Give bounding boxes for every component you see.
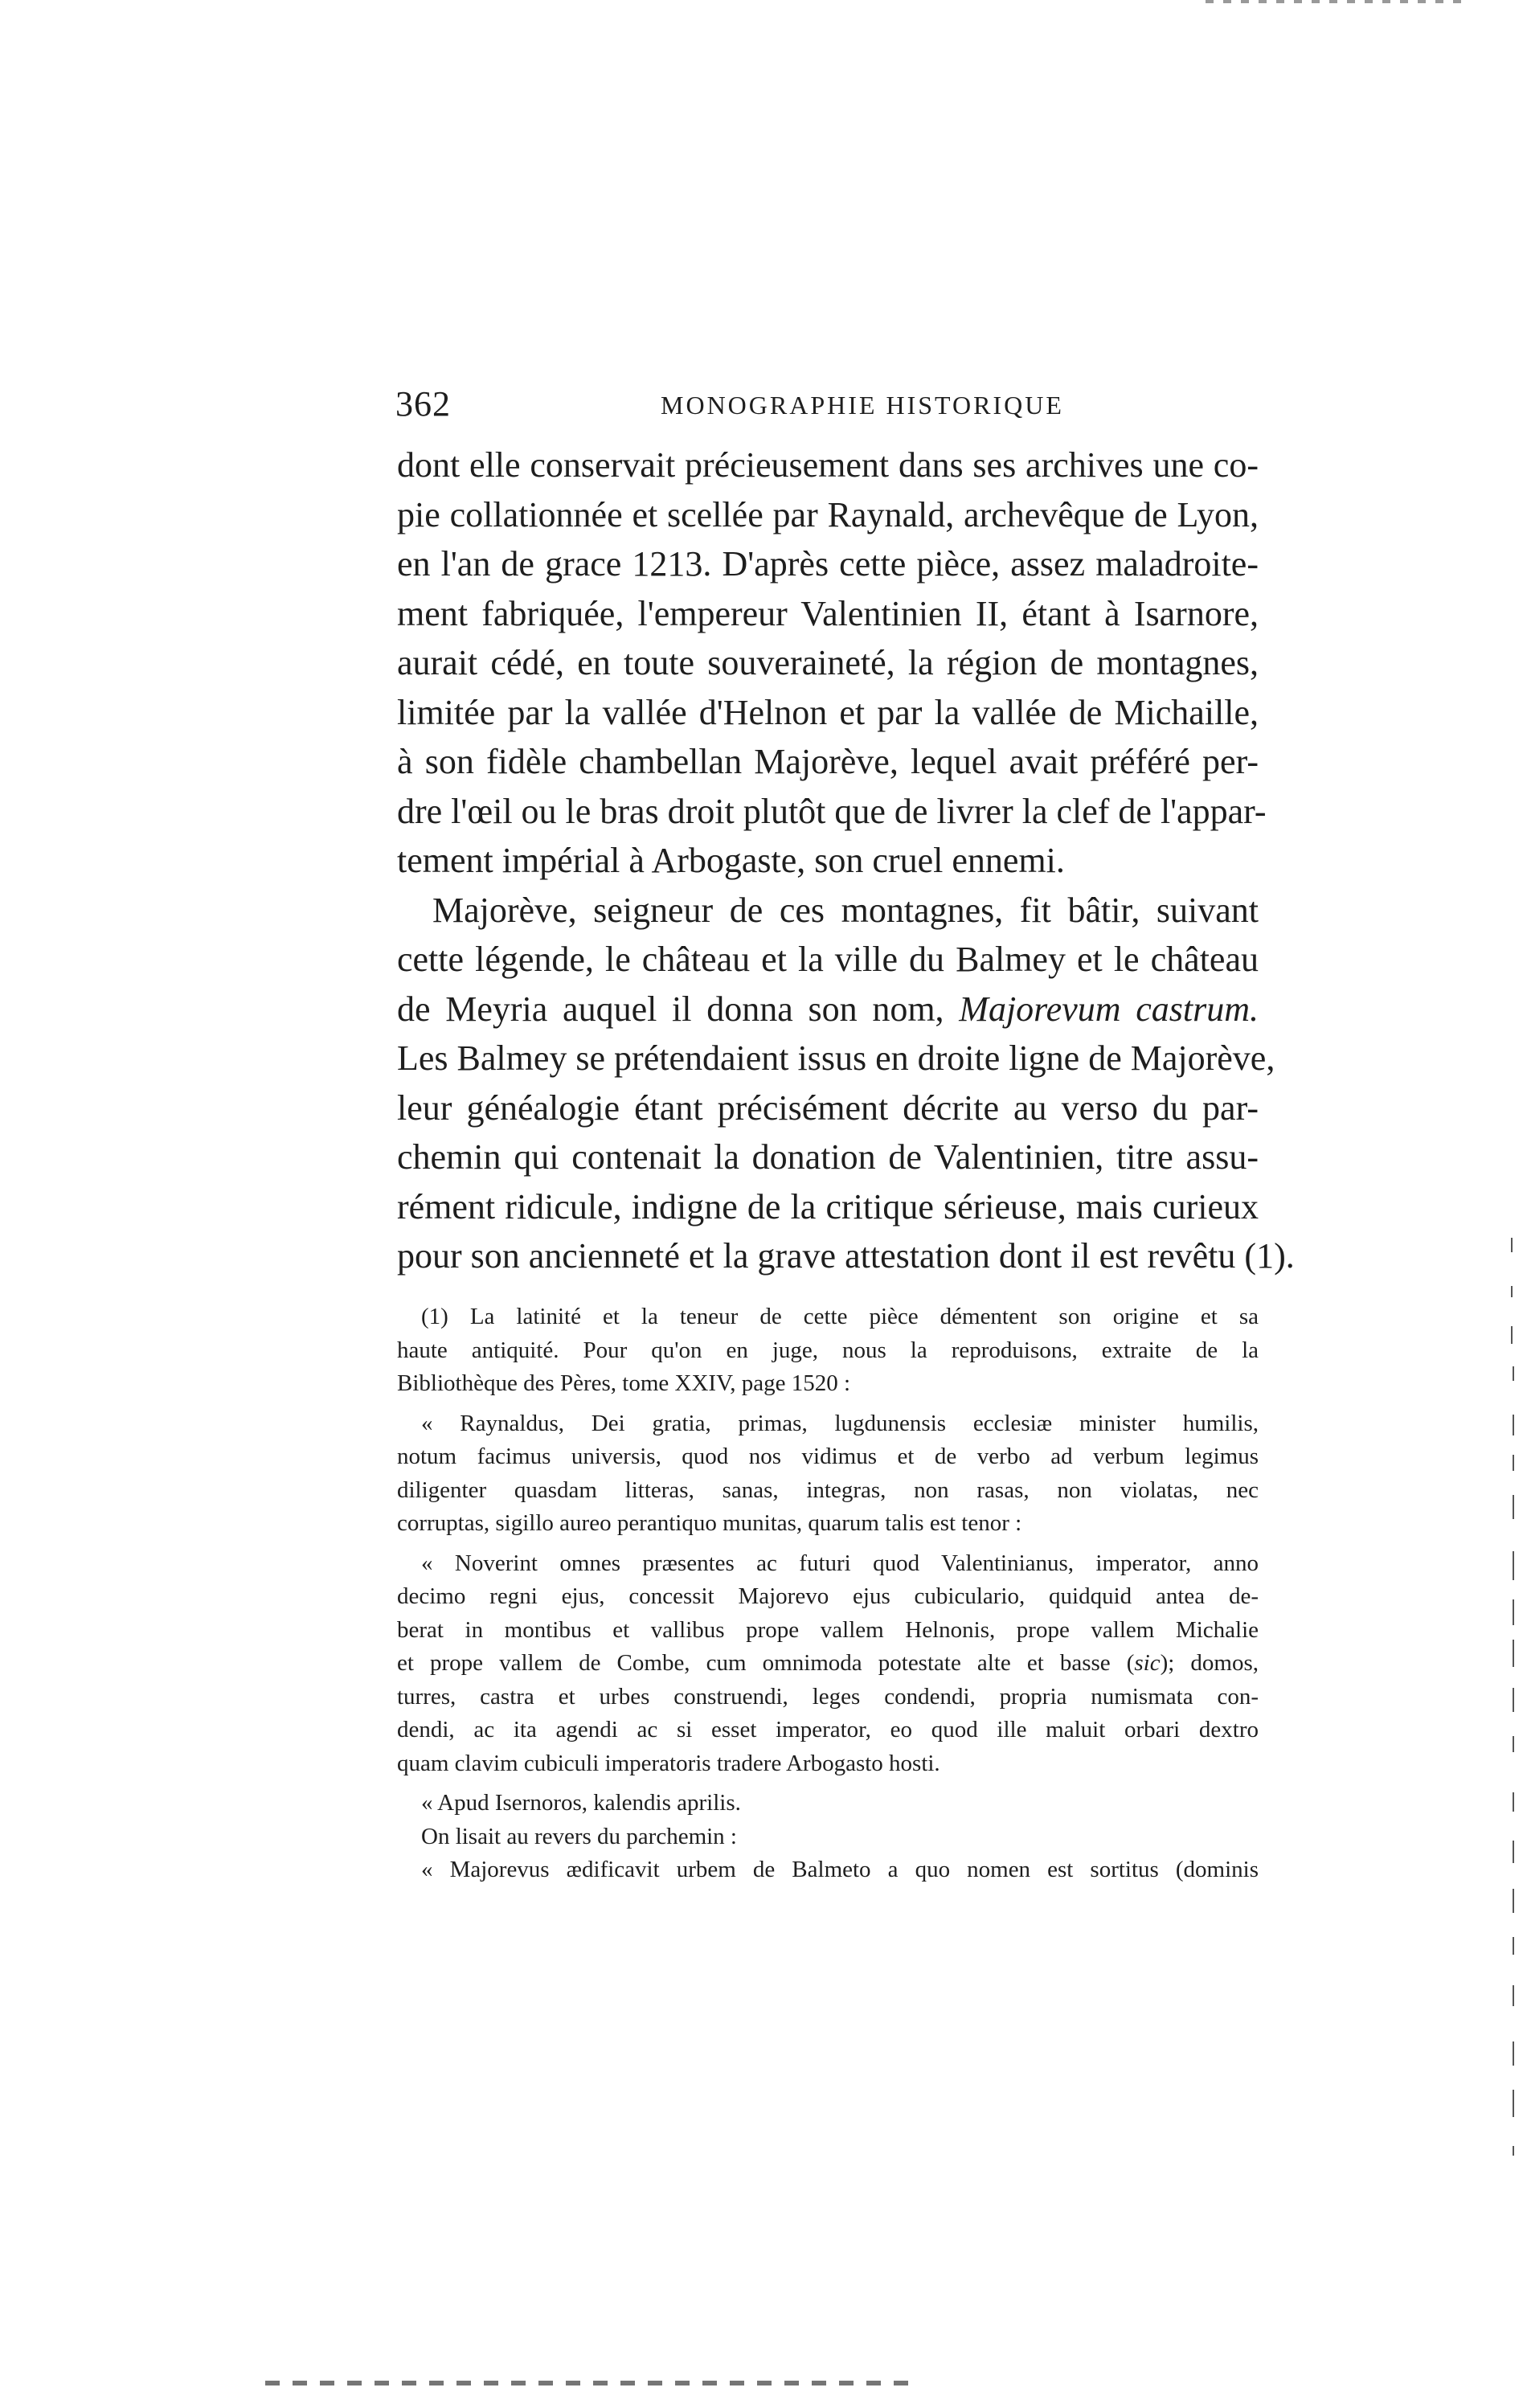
body-line: rément ridicule, indigne de la critique sérieuse, mais curieux — [397, 1186, 1259, 1227]
body-line: aurait cédé, en toute souveraineté, la région de montagnes, — [397, 643, 1259, 682]
italic-latin-name: Majorevum castrum. — [959, 989, 1259, 1029]
footnote-line: « Raynaldus, Dei gratia, primas, lugdunensis ecclesiæ minister humilis, — [421, 1410, 1259, 1436]
footnote-line: Bibliothèque des Pères, tome XXIV, page 1520 : — [397, 1370, 851, 1396]
body-line-text: de Meyria auquel il donna son nom, — [397, 989, 944, 1029]
scan-artifact-tick — [1511, 1238, 1513, 1252]
scan-artifact-tick — [1511, 1326, 1513, 1344]
body-text — [397, 440, 1295, 1281]
scan-artifact-bottom — [265, 2381, 908, 2385]
scan-artifact-tick — [1513, 1792, 1514, 1812]
footnote-line: quam clavim cubiculi imperatoris tradere Arbogasto hosti. — [397, 1750, 940, 1776]
body-line: chemin qui contenait la donation de Valentinien, titre assu- — [397, 1137, 1259, 1177]
body-line: Les Balmey se prétendaient issus en droite ligne de Majorève, — [397, 1038, 1275, 1078]
body-line: leur généalogie étant précisément décrite au verso du par- — [397, 1087, 1259, 1128]
footnote-line: « Apud Isernoros, kalendis aprilis. — [421, 1790, 741, 1816]
scan-artifact-tick — [1513, 1889, 1514, 1913]
footnote-line: corruptas, sigillo aureo perantiquo munitas, quarum talis est tenor : — [397, 1510, 1022, 1536]
body-line: dre l'œil ou le bras droit plutôt que de livrer la clef de l'appar- — [397, 791, 1267, 831]
footnote-line: haute antiquité. Pour qu'on en juge, nous la reproduisons, extraite de la — [397, 1337, 1259, 1363]
footnote-line: notum facimus universis, quod nos vidimus et de verbo ad verbum legimus — [397, 1444, 1259, 1469]
scan-artifact-tick — [1511, 1286, 1513, 1297]
body-line: limitée par la vallée d'Helnon et par la vallée de Michaille, — [397, 692, 1259, 732]
paragraph-gap — [397, 1541, 1259, 1547]
scan-artifact-tick — [1513, 1985, 1514, 2006]
body-line: pour son ancienneté et la grave attestation dont il est revêtu (1). — [397, 1236, 1295, 1276]
footnote-line: (1) La latinité et la teneur de cette pièce démentent son origine et sa — [421, 1304, 1259, 1329]
footnote-line-with-italic — [397, 1647, 1259, 1681]
paragraph-gap — [397, 1401, 1259, 1407]
footnote-line: « Majorevus ædificavit urbem de Balmeto a quo nomen est sortitus (dominis — [421, 1857, 1259, 1882]
page-header-title: MONOGRAPHIE HISTORIQUE — [661, 391, 1064, 420]
footnote-line: turres, castra et urbes construendi, leges condendi, propria numismata con- — [397, 1683, 1259, 1710]
body-line: tement impérial à Arbogaste, son cruel ennemi. — [397, 841, 1065, 880]
scan-artifact-tick — [1513, 1599, 1514, 1625]
body-line-with-italic — [397, 985, 1259, 1034]
italic-sic: sic — [1134, 1650, 1161, 1676]
scan-artifact-tick — [1513, 1688, 1514, 1712]
scan-artifact-tick — [1513, 2041, 1514, 2066]
footnote-line: diligenter quasdam litteras, sanas, integras, non rasas, non violatas, nec — [397, 1476, 1259, 1503]
body-line: pie collationnée et scellée par Raynald, archevêque de Lyon, — [397, 494, 1259, 534]
footnote-line: decimo regni ejus, concessit Majorevo ejus cubiculario, quidquid antea de- — [397, 1583, 1259, 1609]
scan-artifact-tick — [1513, 2146, 1514, 2156]
footnote-line: « Noverint omnes præsentes ac futuri quod Valentinianus, imperator, anno — [421, 1550, 1259, 1576]
scan-artifact-tick — [1513, 1640, 1514, 1667]
paragraph-gap — [397, 1780, 1259, 1787]
footnote-text: ); domos, — [1160, 1650, 1259, 1676]
scan-artifact-tick — [1513, 1551, 1514, 1580]
footnote-line: On lisait au revers du parchemin : — [421, 1823, 737, 1849]
scan-artifact-tick — [1513, 1455, 1514, 1471]
scan-artifact-top — [1206, 0, 1471, 3]
body-line: cette légende, le château et la ville du Balmey et le château — [397, 940, 1259, 979]
scan-artifact-tick — [1513, 1495, 1514, 1519]
scan-artifact-tick — [1513, 1937, 1514, 1955]
footnotes — [397, 1300, 1259, 1887]
body-line: Majorève, seigneur de ces montagnes, fit bâtir, suivant — [432, 890, 1259, 930]
running-head — [395, 384, 1263, 424]
body-line: dont elle conservait précieusement dans ses archives une co- — [397, 445, 1259, 485]
scan-artifact-tick — [1513, 1736, 1514, 1752]
page-number: 362 — [395, 384, 451, 424]
footnote-text: et prope vallem de Combe, cum omnimoda potestate alte et basse ( — [397, 1650, 1135, 1676]
scan-artifact-tick — [1513, 2090, 1514, 2117]
body-line: à son fidèle chambellan Majorève, lequel avait préféré per- — [397, 742, 1259, 781]
body-line: en l'an de grace 1213. D'après cette pièce, assez maladroite- — [397, 544, 1259, 584]
footnote-line: berat in montibus et vallibus prope vallem Helnonis, prope vallem Michalie — [397, 1616, 1259, 1643]
scan-artifact-tick — [1513, 1841, 1514, 1863]
footnote-line: dendi, ac ita agendi ac si esset imperator, eo quod ille maluit orbari dextro — [397, 1717, 1259, 1743]
scan-artifact-tick — [1513, 1415, 1514, 1435]
scan-artifact-tick — [1513, 1366, 1514, 1381]
body-line: ment fabriquée, l'empereur Valentinien II, étant à Isarnore, — [397, 593, 1259, 633]
